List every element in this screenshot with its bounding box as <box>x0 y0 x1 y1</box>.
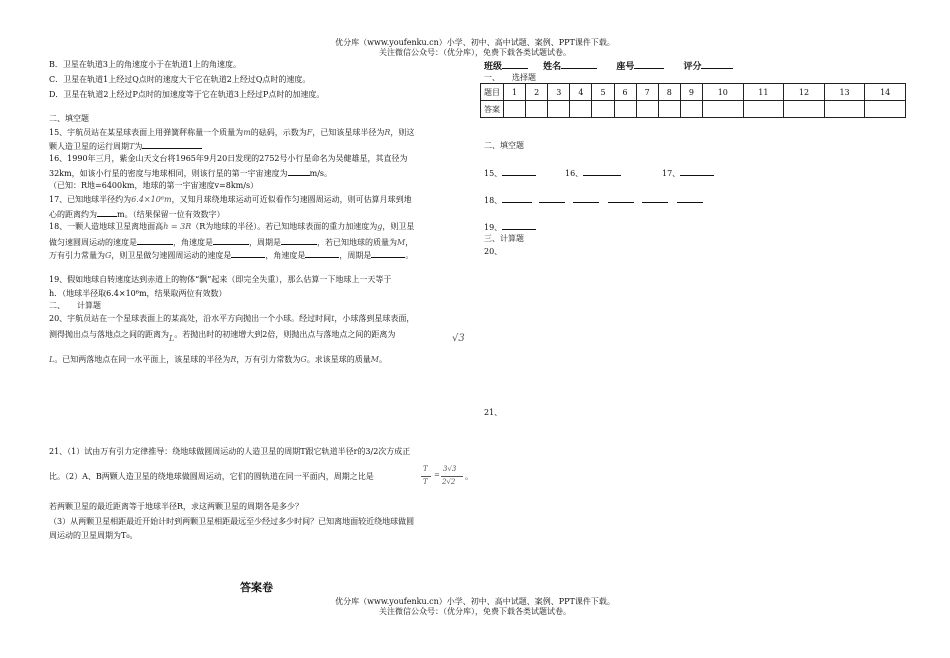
q18-blank-4[interactable] <box>231 248 265 258</box>
q15-text-c: ，已知该星球半径为 <box>312 128 385 137</box>
header-line-2: 关注微信公众号：（优分库），免费下载各类试题试卷。 <box>379 48 571 57</box>
section-calc-title: 二、 计算题 <box>49 301 101 310</box>
q18-text-b: （R为地球的半径）。若已知地球表面的重力加速度为 <box>191 222 378 231</box>
answer-17-label: 17、 <box>662 169 681 178</box>
q18-text-j: ，则卫星做匀速圆周运动的速度是 <box>111 251 232 260</box>
score-label: 评分 <box>683 62 702 72</box>
q20-L: L <box>169 334 175 343</box>
answer-18-blank-3[interactable] <box>573 193 599 203</box>
table-row <box>481 84 906 101</box>
question-number: 5 <box>592 84 614 101</box>
question-number: 4 <box>570 84 592 101</box>
q18-blank-2[interactable] <box>213 235 249 245</box>
q20-text-e: 。已知两落地点在同一水平面上，该星球的半径为 <box>54 355 231 364</box>
answer-15 <box>484 166 536 179</box>
q21-ratio-left-bar <box>421 476 431 477</box>
seat-label: 座号 <box>616 62 635 72</box>
question-18-line-2 <box>49 235 413 248</box>
answer-16-blank[interactable] <box>583 166 621 176</box>
answer-sheet-title: 答案卷 <box>240 581 273 594</box>
q20-text-g: 。求该星球的质量 <box>306 355 371 364</box>
option-b: B．卫星在轨道3上的角速度小于在轨道1上的角速度。 <box>49 60 242 69</box>
footer-line-2: 关注微信公众号：（优分库），免费下载各类试题试卷。 <box>379 607 571 616</box>
q18-text-k: ，角速度是 <box>265 251 306 260</box>
answer-20-area[interactable] <box>484 258 904 398</box>
question-18-line-3 <box>49 248 413 261</box>
answer-section-fill-title: 二、填空题 <box>484 141 524 150</box>
question-number: 14 <box>865 84 906 101</box>
table-row-head-answer: 答案 <box>481 101 504 118</box>
q15-R: R <box>384 128 391 137</box>
answer-cell[interactable] <box>592 101 614 118</box>
answer-21-label: 21、 <box>484 408 503 417</box>
q18-blank-1[interactable] <box>137 235 173 245</box>
page-footer <box>0 597 950 617</box>
question-16-line-3: （已知：R地=6400km，地球的第一宇宙速度v=8km/s） <box>49 181 259 190</box>
q18-text-d: 做匀速圆周运动的速度是 <box>49 238 137 247</box>
question-number: 6 <box>614 84 636 101</box>
answer-18-blank-6[interactable] <box>677 193 703 203</box>
student-info-row <box>484 59 733 73</box>
question-number: 7 <box>636 84 658 101</box>
answer-cell[interactable] <box>658 101 680 118</box>
option-d: D．卫星在轨道2上经过P点时的加速度等于它在轨道3上经过P点时的加速度。 <box>49 90 325 99</box>
q15-text-e: 颗人造卫星的运行周期 <box>49 142 129 151</box>
question-21-line-3: 若两颗卫星的最近距离等于地球半径R，求这两颗卫星的周期各是多少？ <box>49 502 304 511</box>
answer-cell[interactable] <box>504 101 526 118</box>
answer-cell[interactable] <box>702 101 743 118</box>
q18-text-m: 。 <box>405 251 414 260</box>
q18-text-e: ，角速度是 <box>173 238 213 247</box>
q20-text-f: ，万有引力常数为 <box>236 355 301 364</box>
answer-cell[interactable] <box>548 101 570 118</box>
q17-radius: 6.4×10⁶m <box>131 195 172 204</box>
question-number: 13 <box>824 84 865 101</box>
option-c: C．卫星在轨道1上经过Q点时的速度大于它在轨道2上经过Q点时的速度。 <box>49 75 311 84</box>
answer-18-blank-4[interactable] <box>608 193 634 203</box>
question-17-line-2 <box>49 207 225 220</box>
answer-18-blank-1[interactable] <box>502 193 532 203</box>
q20-G: G <box>300 355 307 364</box>
table-row-head-question: 题目 <box>481 84 504 101</box>
q18-text-h2: ， <box>405 238 414 247</box>
q18-text-g2: ，若已知地球的质量为 <box>317 238 397 247</box>
question-20-line-1 <box>49 313 414 324</box>
table-row <box>481 101 906 118</box>
q18-M: M <box>397 238 406 247</box>
q20-text-c: 测得抛出点与落地点之间的距离为 <box>49 330 169 339</box>
answer-21-area[interactable] <box>484 420 904 580</box>
q15-F: F <box>306 128 313 137</box>
q18-blank-3[interactable] <box>281 235 317 245</box>
q16-text-c: m/s。 <box>309 169 333 178</box>
question-21-line-5: 周运动的卫星周期为T₀。 <box>49 531 138 540</box>
q16-blank[interactable] <box>288 166 310 176</box>
answer-18 <box>484 193 703 206</box>
answer-cell[interactable] <box>570 101 592 118</box>
q20-M: M <box>370 355 379 364</box>
q21-ratio-equals: = <box>434 471 440 479</box>
q17-text-d: m。（结果保留一位有效数字） <box>117 210 225 219</box>
answer-section-calc-title: 三、计算题 <box>484 234 524 243</box>
answer-cell[interactable] <box>784 101 825 118</box>
q17-blank[interactable] <box>97 207 117 217</box>
answer-16-label: 16、 <box>565 169 584 178</box>
choice-answer-table <box>480 83 906 118</box>
answer-section-choice-title: 一、 选择题 <box>484 73 536 82</box>
q17-text-b: ，又知月球绕地球运动可近似看作匀速圆周运动，则可估算月球到地 <box>171 195 412 204</box>
question-17-line-1 <box>49 194 412 205</box>
answer-18-label: 18、 <box>484 196 503 205</box>
q15-text-d: ，则这 <box>390 128 415 137</box>
q20-text-h: 。 <box>378 355 387 364</box>
answer-19-blank[interactable] <box>502 220 536 230</box>
answer-cell[interactable] <box>865 101 906 118</box>
answer-19-label: 19、 <box>484 223 503 232</box>
question-16-line-2 <box>49 166 332 179</box>
q18-blank-6[interactable] <box>371 248 405 258</box>
answer-16 <box>565 166 621 179</box>
question-20-line-2 <box>49 329 396 343</box>
q15-T: T <box>129 142 135 151</box>
q20-R: R <box>230 355 237 364</box>
name-field[interactable] <box>561 59 597 69</box>
q15-blank[interactable] <box>142 139 202 149</box>
question-number: 8 <box>658 84 680 101</box>
answer-15-label: 15、 <box>484 169 503 178</box>
q15-m: m <box>243 128 251 137</box>
q18-text-f: ，周期是 <box>249 238 281 247</box>
q20-L-2: L <box>49 355 55 364</box>
score-field[interactable] <box>701 59 733 69</box>
q15-text-f: 为 <box>134 142 143 151</box>
q15-text-a: 15、宇航员站在某星球表面上用弹簧秤称量一个质量为 <box>49 128 244 137</box>
answer-19 <box>484 220 536 233</box>
q18-text-c: ，则卫星 <box>382 222 415 231</box>
q21-ratio-right-bar <box>441 476 463 477</box>
q15-text-b: 的砝码，示数为 <box>250 128 307 137</box>
seat-field[interactable] <box>634 59 664 69</box>
q17-text-a: 17、已知地球半径约为 <box>49 195 132 204</box>
answer-18-blank-5[interactable] <box>642 193 668 203</box>
answer-cell[interactable] <box>636 101 658 118</box>
header-line-1: 优分库（www.youfenku.cn）小学、初中、高中试题、案例、PPT课件下载。 <box>335 38 615 47</box>
footer-line-1: 优分库（www.youfenku.cn）小学、初中、高中试题、案例、PPT课件下载。 <box>335 597 615 606</box>
answer-18-blank-2[interactable] <box>539 193 565 203</box>
q20-text-d: 。若抛出时的初速增大到2倍，则抛出点与落地点之间的距离为 <box>174 330 396 339</box>
q20-sqrt3: √3 <box>452 333 465 344</box>
q18-h: h = 3R <box>163 222 192 231</box>
question-21-line-2 <box>49 471 374 482</box>
question-number: 9 <box>680 84 702 101</box>
q16-text-b: 32km，如该小行星的密度与地球相同，则该行星的第一宇宙速度为 <box>49 169 288 178</box>
question-18-line-1 <box>49 221 414 232</box>
question-number: 10 <box>702 84 743 101</box>
question-15-line-2 <box>49 139 202 152</box>
question-19-line-2: h．（地球半径取6.4×10⁶m，结果取两位有效数） <box>49 289 227 298</box>
answer-cell[interactable] <box>526 101 548 118</box>
class-field[interactable] <box>502 59 528 69</box>
q18-g: g <box>377 222 383 231</box>
q18-text-a: 18、一颗人造地球卫星离地面高 <box>49 222 164 231</box>
q21-ratio-left-den: T <box>423 478 428 486</box>
question-16-line-1: 16、1990年三月，紫金山天文台将1965年9月20日发现的2752号小行星命名为吴健雄星，其直径为 <box>49 154 408 163</box>
q20-t: t <box>331 314 335 323</box>
question-number: 1 <box>504 84 526 101</box>
answer-cell[interactable] <box>614 101 636 118</box>
section-fill-in-title: 二、填空题 <box>49 114 89 123</box>
answer-17 <box>662 166 714 179</box>
question-number: 11 <box>743 84 784 101</box>
question-20-line-3 <box>49 354 387 365</box>
answer-20-label: 20、 <box>484 247 503 256</box>
class-label: 班级 <box>484 62 503 72</box>
q21-ratio-end: 。 <box>465 472 473 481</box>
question-15-line-1 <box>49 127 414 138</box>
answer-cell[interactable] <box>824 101 865 118</box>
q18-blank-5[interactable] <box>305 248 339 258</box>
question-number: 3 <box>548 84 570 101</box>
question-19-line-1: 19、假如地球自转速度达到赤道上的物体“飘”起来（即完全失重），那么估算一下地球上一天等于 <box>49 275 392 284</box>
question-21-line-1: 21、（1）试由万有引力定律推导：绕地球做圆周运动的人造卫星的周期T跟它轨道半径r的3/2次方成正 <box>49 447 411 456</box>
q20-text-a: 20、宇航员站在一个星球表面上的某高处，沿水平方向抛出一个小球。经过时间 <box>49 314 332 323</box>
q21-ratio-left-num: T <box>423 465 428 473</box>
q21-ratio-right-num: 3√3 <box>443 465 457 473</box>
answer-15-blank[interactable] <box>502 166 536 176</box>
q17-text-c: 心的距离约为 <box>49 210 97 219</box>
q20-text-b: ，小球落到星球表面， <box>334 314 415 323</box>
page-header <box>0 38 950 58</box>
q18-G: G <box>105 251 112 260</box>
q21-ratio-right-den: 2√2 <box>442 478 456 486</box>
name-label: 姓名 <box>543 62 562 72</box>
question-number: 12 <box>784 84 825 101</box>
question-21-line-4: （3）从两颗卫星相距最近开始计时到两颗卫星相距最远至少经过多少时间？已知离地面较近绕地球做圆 <box>49 517 415 526</box>
answer-cell[interactable] <box>743 101 784 118</box>
q18-text-l: ，周期是 <box>339 251 372 260</box>
answer-cell[interactable] <box>680 101 702 118</box>
q18-text-i: 万有引力常量为 <box>49 251 105 260</box>
answer-17-blank[interactable] <box>680 166 714 176</box>
question-number: 2 <box>526 84 548 101</box>
q21-text-b: 比。（2）A、B两颗人造卫星的绕地球做圆周运动，它们的圆轨道在同一平面内，周期之比是 <box>49 472 374 481</box>
